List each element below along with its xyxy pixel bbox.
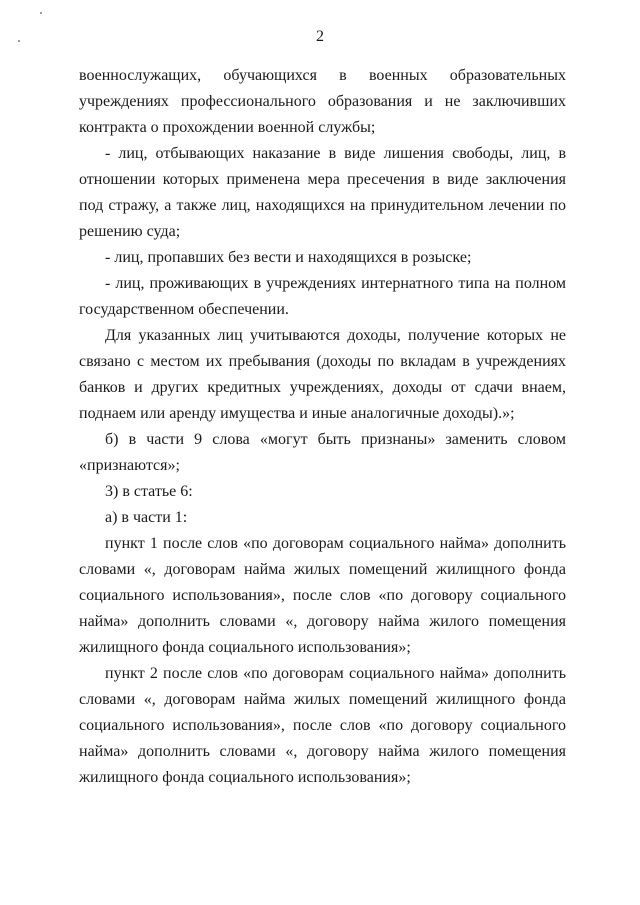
paragraph: военнослужащих, обучающихся в военных образовательных учреждениях профессионального образования и не заключивших контракта о прохождении военной службы; xyxy=(79,67,566,136)
paragraph: - лиц, пропавших без вести и находящихся в розыске; xyxy=(105,249,472,266)
scan-speck xyxy=(40,12,42,14)
document-body xyxy=(79,63,566,791)
paragraph: б) в части 9 слова «могут быть признаны» заменить словом «признаются»; xyxy=(79,431,566,474)
paragraph: - лиц, проживающих в учреждениях интернатного типа на полном государственном обеспечении. xyxy=(79,275,566,318)
paragraph: пункт 1 после слов «по договорам социального найма» дополнить словами «, договорам найма жилых помещений жилищного фонда социального использования», после слов «по договору социального найма» дополнить словами «, договору найма жилого помещения жилищного фонда социального использования»; xyxy=(79,535,566,656)
page-number: 2 xyxy=(316,28,324,45)
paragraph: 3) в статье 6: xyxy=(105,483,193,500)
paragraph: пункт 2 после слов «по договорам социального найма» дополнить словами «, договорам найма жилых помещений жилищного фонда социального использования», после слов «по договору социального найма» дополнить словами «, договору найма жилого помещения жилищного фонда социального использования»; xyxy=(79,665,566,786)
paragraph: Для указанных лиц учитываются доходы, получение которых не связано с местом их пребывания (доходы по вкладам в учреждениях банков и других кредитных учреждениях, доходы от сдачи внаем, поднаем или аренду имущества и иные аналогичные доходы).»; xyxy=(79,327,566,422)
paragraph: - лиц, отбывающих наказание в виде лишения свободы, лиц, в отношении которых применена мера пресечения в виде заключения под стражу, а также лиц, находящихся на принудительном лечении по решению суда; xyxy=(79,145,566,240)
scan-speck xyxy=(18,40,20,42)
paragraph: а) в части 1: xyxy=(105,509,188,526)
